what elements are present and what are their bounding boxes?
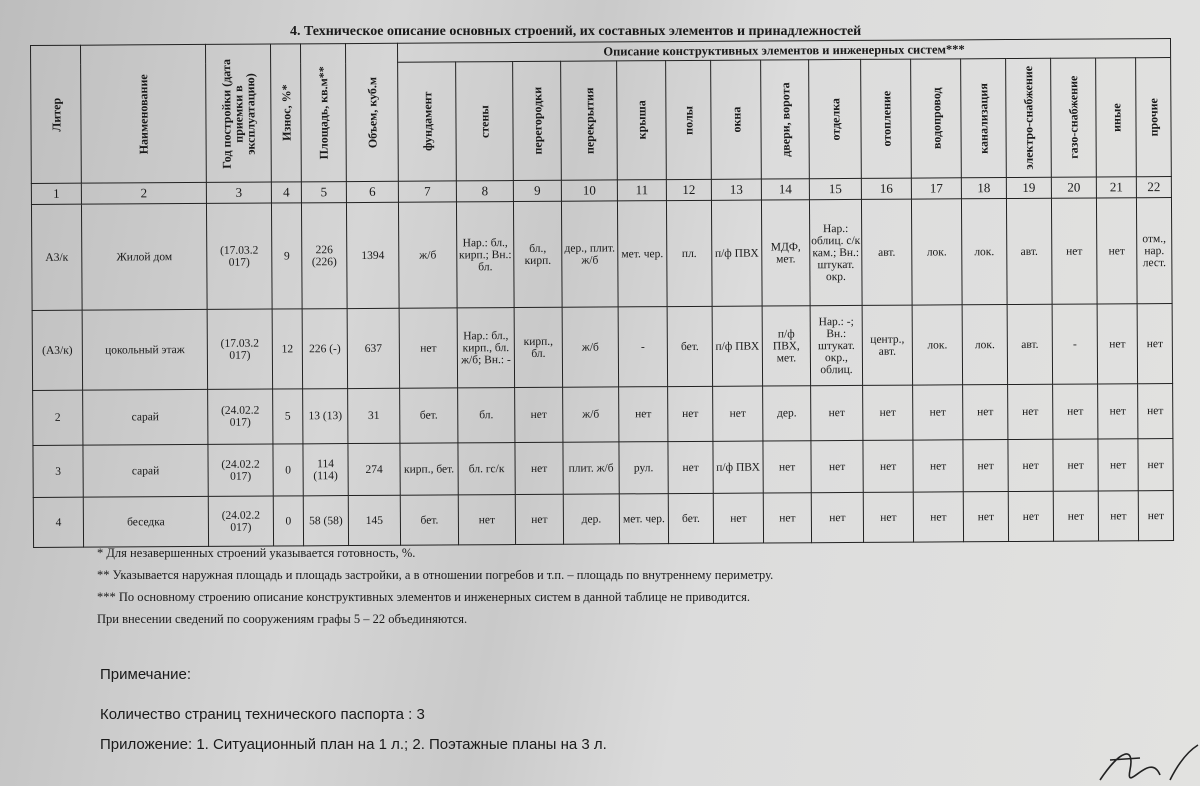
table-cell: Нар.: -; Вн.: штукат. окр., облиц. bbox=[810, 305, 862, 385]
column-number: 14 bbox=[761, 179, 809, 200]
table-cell: Нар.: облиц. с/к кам.; Вн.: штукат. окр. bbox=[809, 199, 862, 305]
column-header-label: фундамент bbox=[419, 91, 435, 152]
table-cell: нет bbox=[515, 494, 563, 544]
column-number: 5 bbox=[301, 182, 346, 203]
table-cell: нет bbox=[1053, 439, 1098, 491]
table-cell: п/ф ПВХ bbox=[711, 200, 762, 306]
column-header bbox=[761, 60, 810, 179]
column-header-label: Износ, %* bbox=[278, 84, 294, 142]
table-cell: - bbox=[1052, 304, 1097, 384]
column-header-label: прочие bbox=[1146, 97, 1161, 137]
table-cell: бл. гс/к bbox=[458, 443, 515, 495]
table-cell: пл. bbox=[666, 200, 712, 306]
column-number: 4 bbox=[271, 182, 301, 203]
column-header-label: отделка bbox=[827, 97, 843, 141]
table-cell: лок. bbox=[912, 305, 962, 385]
table-row bbox=[32, 304, 1172, 391]
column-header-label: газо-снабжение bbox=[1066, 75, 1081, 160]
table-cell: 114 (114) bbox=[303, 444, 348, 496]
column-number: 10 bbox=[561, 180, 617, 201]
table-cell: 0 bbox=[273, 444, 303, 496]
table-cell: нет bbox=[863, 440, 913, 492]
table-cell: бл. bbox=[458, 388, 515, 443]
table-cell: (А3/к) bbox=[32, 310, 82, 390]
table-cell: нет bbox=[913, 492, 963, 542]
table-cell: нет bbox=[1053, 491, 1098, 541]
table-cell: нет bbox=[713, 386, 763, 441]
column-header bbox=[31, 45, 82, 183]
table-cell: авт. bbox=[1007, 304, 1052, 384]
table-cell: 58 (58) bbox=[303, 496, 348, 546]
column-header bbox=[809, 59, 862, 178]
table-cell: беседка bbox=[83, 496, 208, 547]
table-row bbox=[33, 439, 1173, 498]
column-number: 3 bbox=[206, 182, 271, 203]
column-header bbox=[345, 43, 398, 181]
column-header-label: Литер bbox=[48, 97, 64, 132]
column-header-label: крыша bbox=[634, 100, 649, 140]
table-cell: цокольный этаж bbox=[82, 309, 207, 390]
column-header bbox=[1096, 58, 1137, 177]
column-header bbox=[961, 59, 1007, 178]
table-cell: 1394 bbox=[346, 202, 399, 308]
remark-label: Примечание: bbox=[100, 666, 191, 683]
column-header bbox=[398, 62, 457, 181]
table-cell: нет bbox=[1008, 491, 1053, 541]
column-number: 13 bbox=[711, 179, 761, 200]
table-cell: ж/б bbox=[562, 307, 618, 387]
column-number: 11 bbox=[617, 180, 666, 201]
column-number: 17 bbox=[911, 178, 961, 199]
footnote: * Для незавершенных строений указывается готовность, %. bbox=[97, 546, 416, 560]
table-cell: нет bbox=[1098, 384, 1138, 439]
column-header-label: Объем, куб.м bbox=[364, 76, 380, 149]
table-cell: 9 bbox=[271, 203, 302, 309]
table-row bbox=[33, 384, 1173, 446]
table-cell: - bbox=[618, 307, 667, 387]
table-cell: 226 (-) bbox=[302, 309, 347, 389]
column-number: 1 bbox=[31, 183, 81, 204]
table-cell: нет bbox=[1096, 198, 1137, 304]
table-cell: нет bbox=[963, 385, 1008, 440]
table-cell: нет bbox=[913, 385, 963, 440]
table-cell: п/ф ПВХ bbox=[712, 306, 762, 386]
table-cell: нет bbox=[863, 385, 913, 440]
table-cell: 12 bbox=[272, 309, 302, 389]
column-header bbox=[300, 44, 346, 182]
table-cell: 5 bbox=[273, 389, 303, 444]
table-cell: сарай bbox=[83, 444, 208, 497]
table-cell: (24.02.2 017) bbox=[208, 496, 273, 546]
column-header bbox=[711, 60, 762, 179]
table-cell: плит. ж/б bbox=[563, 442, 619, 494]
footnote: *** По основному строению описание конструктивных элементов и инженерных систем в данной таблице не приводится. bbox=[97, 590, 750, 604]
column-number: 6 bbox=[346, 181, 398, 202]
column-number: 22 bbox=[1136, 177, 1171, 198]
footnotes bbox=[97, 542, 773, 630]
column-header bbox=[270, 44, 301, 182]
table-cell: 31 bbox=[348, 388, 400, 443]
table-cell: 3 bbox=[33, 445, 83, 497]
column-number: 20 bbox=[1051, 177, 1096, 198]
table-cell: (24.02.2 017) bbox=[208, 444, 273, 496]
table-cell: авт. bbox=[861, 199, 912, 305]
column-header-label: перекрытия bbox=[581, 87, 597, 154]
column-header-label: Площадь, кв.м** bbox=[316, 66, 331, 160]
table-cell: нет bbox=[1008, 384, 1053, 439]
table-cell: нет bbox=[1053, 384, 1098, 439]
table-cell: авт. bbox=[1006, 198, 1052, 304]
table-cell: нет bbox=[619, 387, 668, 442]
table-cell: сарай bbox=[83, 389, 208, 445]
column-header-label: водопровод bbox=[928, 87, 944, 150]
table-cell: нет bbox=[515, 387, 563, 442]
table-cell: бет. bbox=[668, 493, 713, 543]
table-cell: 637 bbox=[347, 308, 399, 388]
section-title: 4. Техническое описание основных строений, их составных элементов и принадлежностей bbox=[290, 24, 862, 39]
table-cell: нет bbox=[1098, 491, 1138, 541]
table-cell: бет. bbox=[667, 306, 712, 386]
column-header-label: стены bbox=[477, 104, 492, 138]
table-cell: нет bbox=[1137, 304, 1172, 384]
table-cell: отм., нар. лест. bbox=[1136, 198, 1172, 304]
table-cell: Нар.: бл., кирп.; Вн.: бл. bbox=[456, 202, 514, 308]
column-header bbox=[1051, 58, 1097, 177]
table-cell: мет. чер. bbox=[617, 201, 667, 307]
table-cell: нет bbox=[763, 493, 811, 543]
column-header-label: Год постройки (дата приемки в эксплуатацию) bbox=[219, 58, 258, 169]
column-number: 21 bbox=[1096, 177, 1136, 198]
table-cell: нет bbox=[811, 440, 863, 492]
table-cell: нет bbox=[515, 442, 563, 494]
table-cell: нет bbox=[811, 492, 863, 542]
column-header bbox=[456, 62, 514, 181]
table-cell: кирп., бл. bbox=[514, 307, 562, 387]
appendix: Приложение: 1. Ситуационный план на 1 л.; 2. Поэтажные планы на 3 л. bbox=[100, 736, 607, 753]
table-cell: нет bbox=[668, 386, 713, 441]
column-header bbox=[1136, 58, 1172, 177]
table-cell: нет bbox=[1008, 439, 1053, 491]
table-cell: нет bbox=[1098, 439, 1138, 491]
table-cell: нет bbox=[668, 441, 713, 493]
column-header-label: Наименование bbox=[136, 73, 151, 154]
table-cell: бет. bbox=[400, 388, 458, 443]
column-header bbox=[861, 59, 912, 178]
table-cell: Нар.: бл., кирп., бл. ж/б; Вн.: - bbox=[457, 308, 514, 388]
table-cell: 274 bbox=[348, 443, 400, 495]
column-header bbox=[1006, 58, 1052, 177]
table-cell: лок. bbox=[961, 199, 1007, 305]
column-number: 2 bbox=[81, 182, 206, 204]
column-number: 19 bbox=[1006, 177, 1051, 198]
column-header bbox=[617, 61, 667, 180]
table-cell: бл., кирп. bbox=[513, 201, 562, 307]
table-cell: лок. bbox=[911, 199, 962, 305]
column-header bbox=[205, 44, 271, 182]
table-cell: центр., авт. bbox=[862, 305, 912, 385]
column-header-label: канализация bbox=[976, 82, 991, 154]
table-cell: (17.03.2 017) bbox=[206, 203, 272, 309]
table-row bbox=[31, 198, 1172, 311]
column-header-label: окна bbox=[728, 106, 744, 133]
group-header: Описание конструктивных элементов и инженерных систем*** bbox=[397, 39, 1170, 63]
column-header-label: отопление bbox=[878, 90, 894, 147]
table-cell: бет. bbox=[400, 495, 458, 545]
table-cell: нет bbox=[1097, 304, 1137, 384]
footnote: ** Указывается наружная площадь и площадь застройки, а в отношении погребов и т.п. – площадь по внутреннему периметру. bbox=[97, 568, 774, 582]
column-header-label: иные bbox=[1108, 103, 1124, 132]
table-cell: лок. bbox=[962, 305, 1007, 385]
table-cell: 226 (226) bbox=[301, 203, 347, 309]
table-cell: п/ф ПВХ bbox=[713, 441, 763, 493]
table-cell: (17.03.2 017) bbox=[207, 309, 272, 389]
column-number: 8 bbox=[456, 181, 513, 202]
table-cell: Жилой дом bbox=[81, 203, 207, 310]
table-cell: нет bbox=[399, 308, 457, 388]
column-header-label: полы bbox=[681, 105, 696, 135]
table-cell: кирп., бет. bbox=[400, 443, 458, 495]
column-header bbox=[911, 59, 962, 178]
signature bbox=[1080, 740, 1200, 786]
table-cell: нет bbox=[863, 492, 913, 542]
column-number: 12 bbox=[666, 179, 711, 200]
table-cell: ж/б bbox=[398, 202, 457, 308]
column-number: 18 bbox=[961, 178, 1006, 199]
column-number: 15 bbox=[809, 178, 861, 199]
table-cell: нет bbox=[963, 492, 1008, 542]
table-cell: 2 bbox=[33, 390, 83, 445]
column-header-label: перегородки bbox=[529, 87, 545, 155]
table-cell: 0 bbox=[273, 496, 303, 546]
table-cell: нет bbox=[1138, 491, 1173, 541]
footnote: При внесении сведений по сооружениям графы 5 – 22 объединяются. bbox=[97, 612, 468, 626]
table-cell: ж/б bbox=[563, 387, 619, 442]
table-row bbox=[33, 491, 1173, 548]
column-header bbox=[561, 61, 618, 180]
table-cell: 13 (13) bbox=[303, 389, 348, 444]
table-cell: нет bbox=[458, 495, 515, 545]
table-cell: дер. bbox=[763, 386, 811, 441]
table-cell: нет bbox=[1138, 439, 1173, 491]
table-cell: нет bbox=[1138, 384, 1173, 439]
table-cell: рул. bbox=[619, 442, 668, 494]
column-number: 9 bbox=[513, 180, 561, 201]
column-header bbox=[513, 61, 562, 180]
column-header-label: двери, ворота bbox=[777, 82, 793, 157]
table-cell: нет bbox=[713, 493, 763, 543]
column-header-label: электро-снабжение bbox=[1021, 66, 1036, 170]
table-cell: (24.02.2 017) bbox=[208, 389, 273, 444]
table-cell: нет bbox=[963, 440, 1008, 492]
column-number: 7 bbox=[398, 181, 456, 202]
table-cell: МДФ, мет. bbox=[761, 200, 810, 306]
table-cell: 145 bbox=[348, 495, 400, 545]
column-header bbox=[666, 60, 712, 179]
table-cell: нет bbox=[1051, 198, 1097, 304]
table-cell: нет bbox=[811, 385, 863, 440]
table-cell: нет bbox=[913, 440, 963, 492]
table-cell: нет bbox=[763, 441, 811, 493]
table-cell: п/ф ПВХ, мет. bbox=[762, 306, 810, 386]
table-cell: А3/к bbox=[31, 204, 82, 310]
table-cell: дер. bbox=[563, 494, 619, 544]
table-cell: мет. чер. bbox=[619, 494, 668, 544]
table-cell: дер., плит. ж/б bbox=[561, 201, 618, 307]
table-cell: 4 bbox=[33, 497, 83, 547]
buildings-table bbox=[30, 38, 1174, 548]
column-header bbox=[81, 44, 207, 183]
pages-count: Количество страниц технического паспорта : 3 bbox=[100, 706, 425, 723]
column-number: 16 bbox=[861, 178, 911, 199]
